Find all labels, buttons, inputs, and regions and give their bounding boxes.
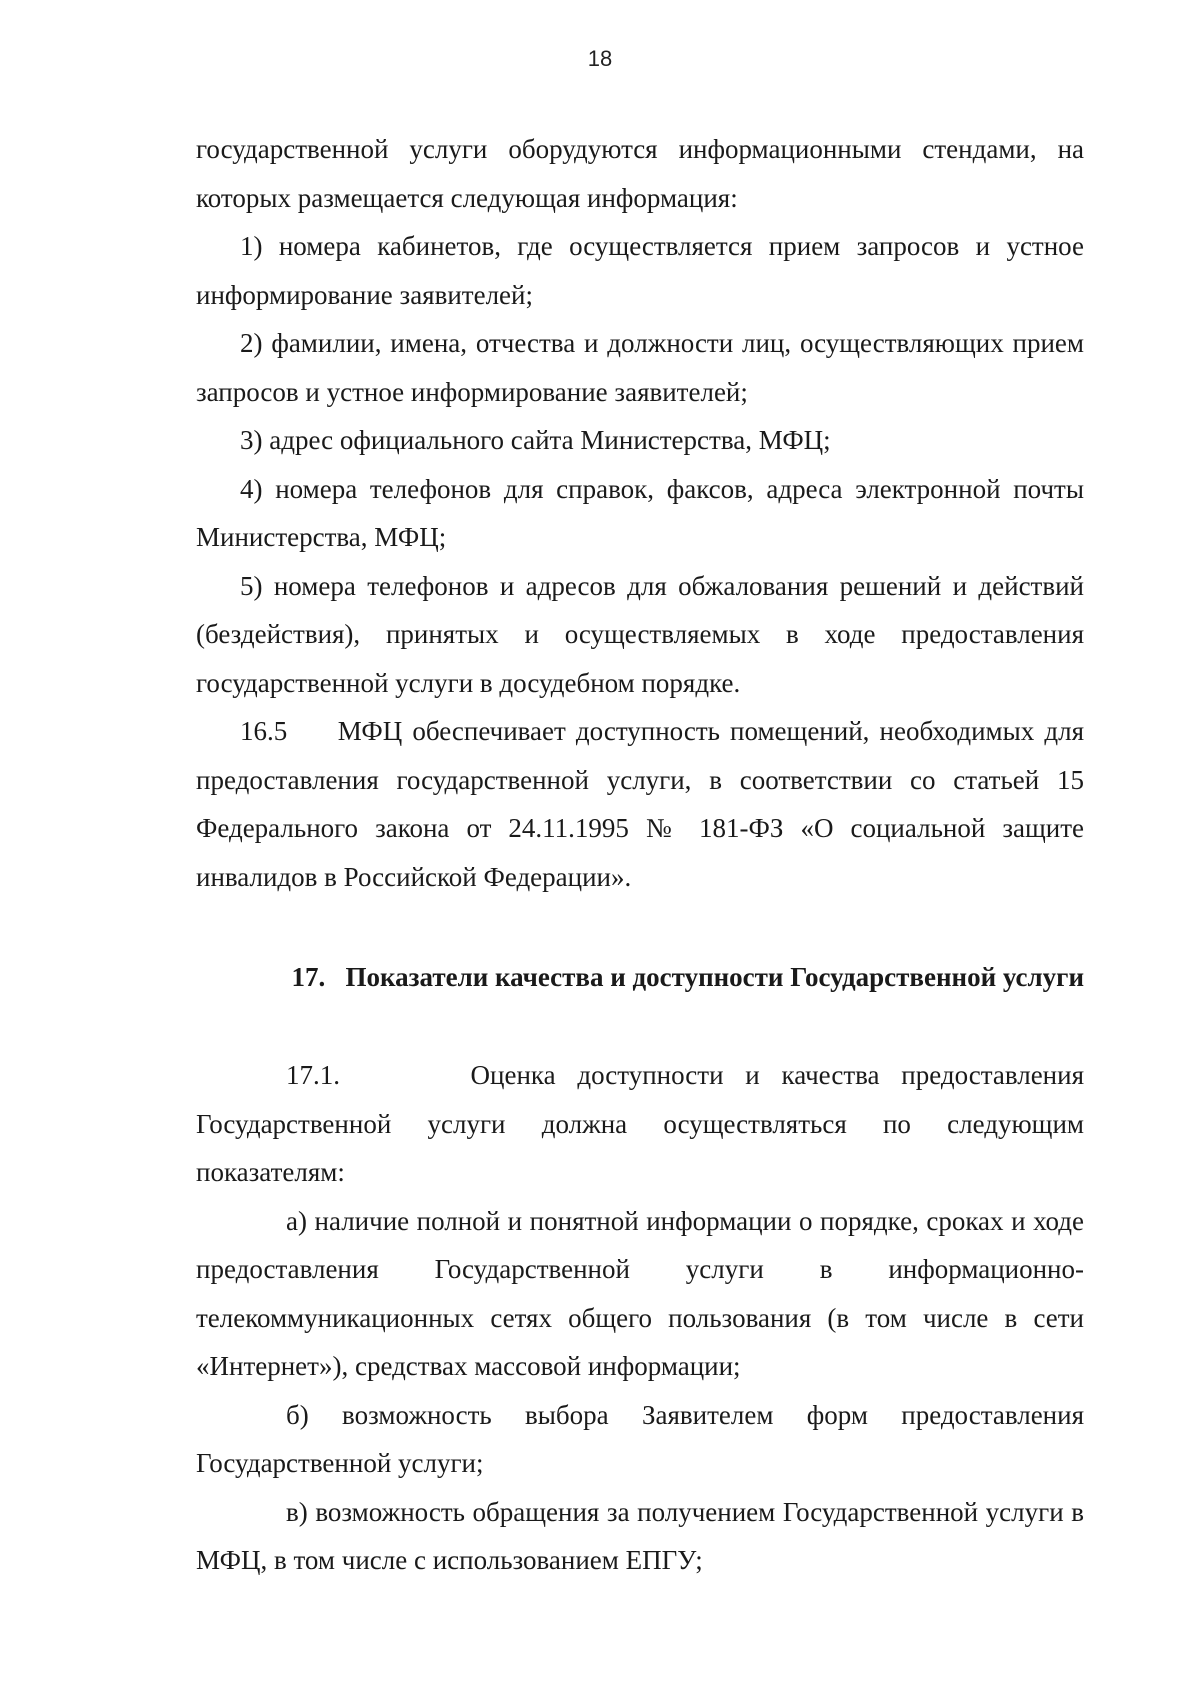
section-17-body (196, 1051, 1091, 1585)
section-17-heading: 17. Показатели качества и доступности Государственной услуги (291, 962, 1084, 992)
list-item-4: 4) номера телефонов для справок, факсов, адреса электронной почты Министерства, МФЦ; (196, 473, 1084, 552)
list-item-2: 2) фамилии, имена, отчества и должности лиц, осуществляющих прием запросов и устное информирование заявителей; (196, 328, 1084, 407)
paragraph-stands-intro: государственной услуги оборудуются информационными стендами, на которых размещается следующая информация: (196, 134, 1084, 213)
section-16-list (196, 125, 1091, 901)
list-item-1: 1) номера кабинетов, где осуществляется прием запросов и устное информирование заявителей; (196, 231, 1084, 310)
indicator-a: а) наличие полной и понятной информации о порядке, сроках и ходе предоставления Государственной услуги в информационно-телекоммуникационных сетях общего пользования (в том числе в сети «Интернет»), средствах массовой информации; (196, 1205, 1084, 1381)
paragraph-16-5: 16.5 МФЦ обеспечивает доступность помещений, необходимых для предоставления государственной услуги, в соответствии со статьей 15 Федерального закона от 24.11.1995 № 181-ФЗ «О социальной защите инвалидов в Российской Федерации». (196, 716, 1091, 892)
document-body (196, 125, 1091, 1585)
indicator-b: б) возможность выбора Заявителем форм предоставления Государственной услуги; (196, 1399, 1084, 1478)
list-item-5: 5) номера телефонов и адресов для обжалования решений и действий (бездействия), принятых и осуществляемых в ходе предоставления государственной услуги в досудебном порядке. (196, 570, 1084, 698)
list-item-3: 3) адрес официального сайта Министерства, МФЦ; (240, 425, 831, 455)
page-number: 18 (587, 46, 613, 71)
paragraph-17-1: 17.1. Оценка доступности и качества предоставления Государственной услуги должна осуществляться по следующим показателям: (196, 1060, 1091, 1187)
indicator-v: в) возможность обращения за получением Государственной услуги в МФЦ, в том числе с использованием ЕПГУ; (196, 1496, 1084, 1575)
